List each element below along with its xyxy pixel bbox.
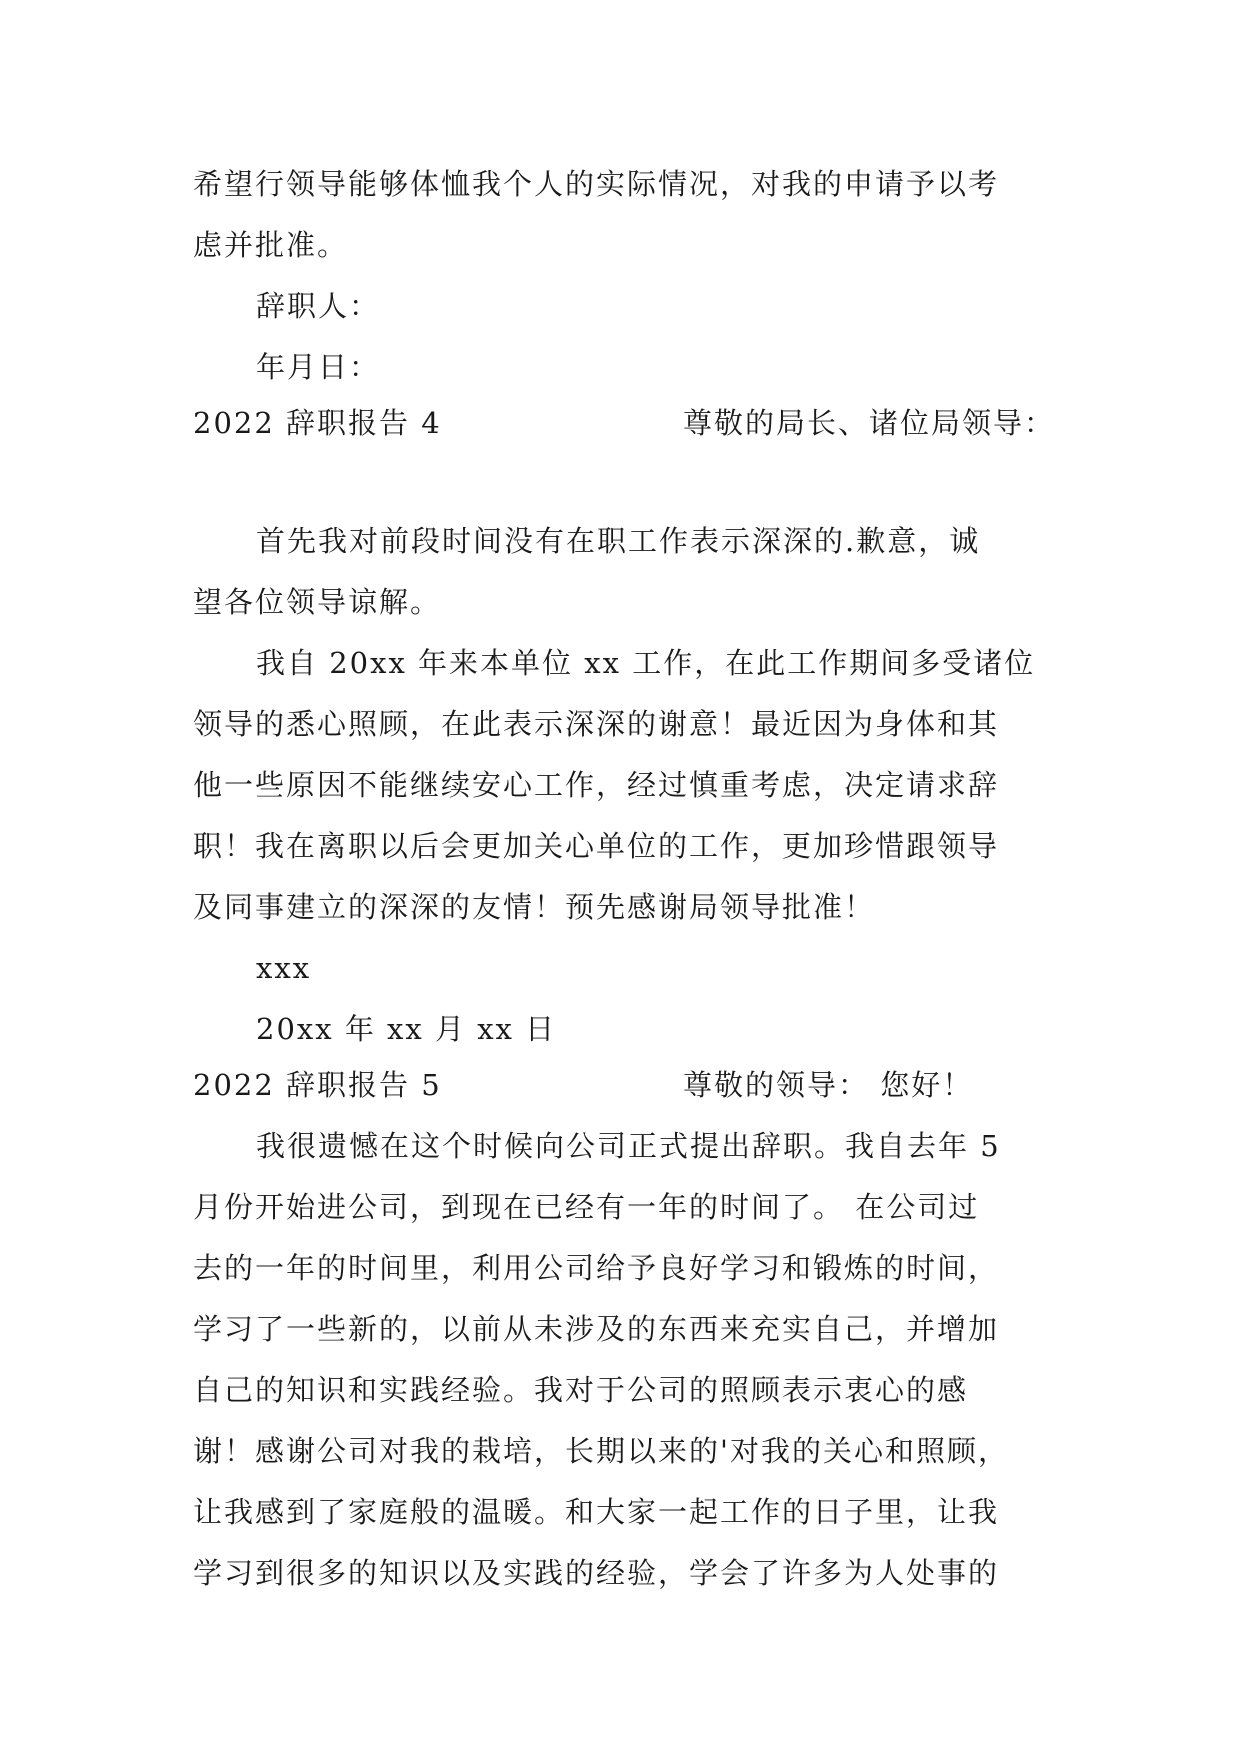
paragraph-line: 首先我对前段时间没有在职工作表示深深的.歉意，诚 xyxy=(256,524,981,558)
paragraph-line: 希望行领导能够体恤我个人的实际情况，对我的申请予以考 xyxy=(193,167,1000,201)
paragraph-line: 虑并批准。 xyxy=(193,228,349,262)
paragraph-line: 谢！感谢公司对我的栽培，长期以来的'对我的关心和照顾， xyxy=(193,1434,1009,1468)
paragraph-line: 望各位领导谅解。 xyxy=(193,585,442,619)
paragraph-line: 去的一年的时间里，利用公司给予良好学习和锻炼的时间， xyxy=(193,1251,1000,1285)
paragraph-line: 让我感到了家庭般的温暖。和大家一起工作的日子里，让我 xyxy=(193,1495,1000,1529)
paragraph-line: 领导的悉心照顾，在此表示深深的谢意！最近因为身体和其 xyxy=(193,707,1000,741)
paragraph-line: 学习到很多的知识以及实践的经验，学会了许多为人处事的 xyxy=(193,1556,1000,1590)
paragraph-line: 我很遗憾在这个时候向公司正式提出辞职。我自去年 5 xyxy=(256,1129,1001,1163)
section-heading xyxy=(193,406,1056,440)
paragraph-line: 月份开始进公司，到现在已经有一年的时间了。 在公司过 xyxy=(193,1190,980,1224)
paragraph-line: 学习了一些新的，以前从未涉及的东西来充实自己，并增加 xyxy=(193,1312,1000,1346)
signature-label: 辞职人： xyxy=(256,289,381,323)
paragraph-line: 职！我在离职以后会更加关心单位的工作，更加珍惜跟领导 xyxy=(193,829,1000,863)
date-label: 年月日： xyxy=(256,350,381,384)
signature-name: xxx xyxy=(256,951,312,985)
paragraph-line: 我自 20xx 年来本单位 xx 工作，在此工作期间多受诸位 xyxy=(256,646,1036,680)
paragraph-line: 及同事建立的深深的友情！预先感谢局领导批准！ xyxy=(193,890,876,924)
section-title: 2022 辞职报告 4 xyxy=(193,406,442,440)
salutation: 尊敬的局长、诸位局领导： xyxy=(683,406,1056,440)
letter-date: 20xx 年 xx 月 xx 日 xyxy=(256,1012,557,1046)
paragraph-line: 他一些原因不能继续安心工作，经过慎重考虑，决定请求辞 xyxy=(193,768,1000,802)
section-heading xyxy=(193,1068,974,1102)
salutation: 尊敬的领导： 您好！ xyxy=(683,1068,974,1102)
section-title: 2022 辞职报告 5 xyxy=(193,1068,442,1102)
paragraph-line: 自己的知识和实践经验。我对于公司的照顾表示衷心的感 xyxy=(193,1373,969,1407)
